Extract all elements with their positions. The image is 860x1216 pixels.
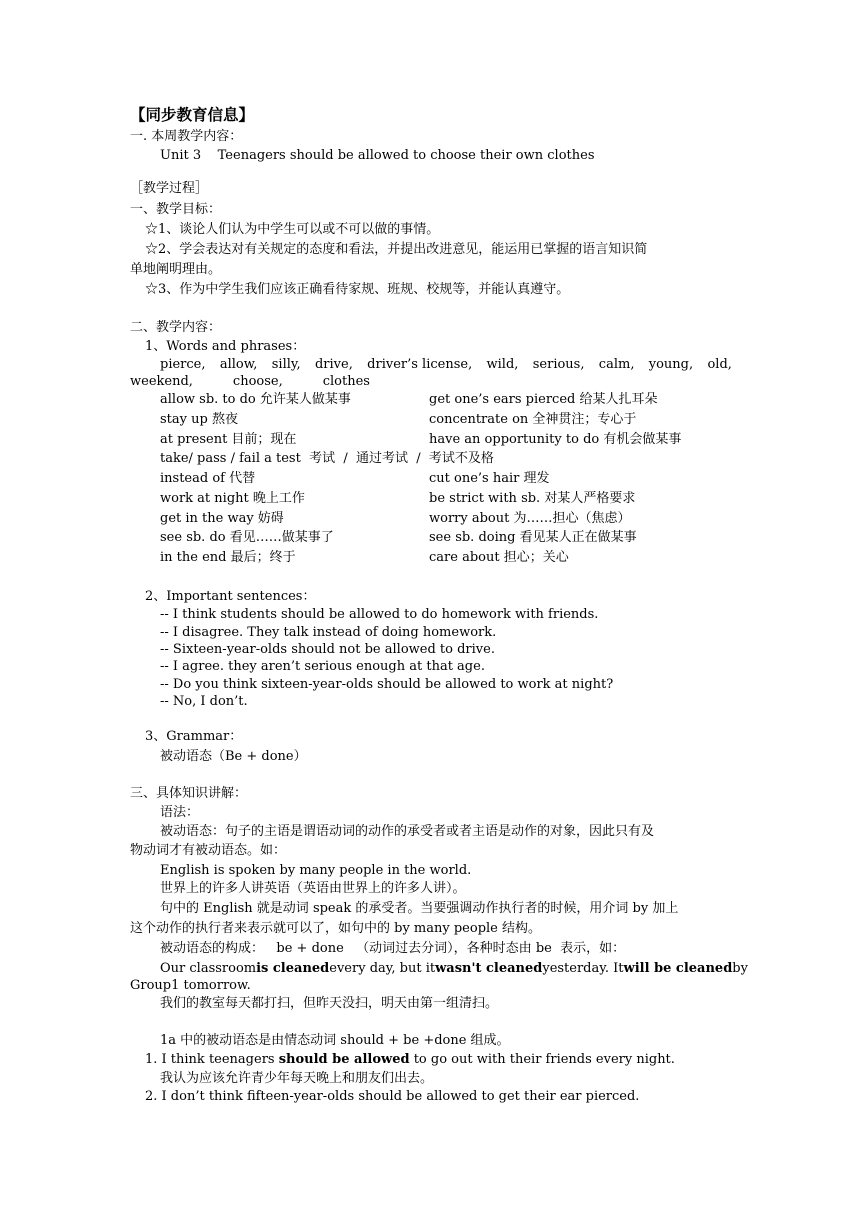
phrase-left: instead of 代替 bbox=[160, 471, 256, 486]
word: choose, bbox=[232, 374, 283, 389]
word: drive, bbox=[314, 357, 353, 372]
goal-item: ☆3、作为中学生我们应该正确看待家规、班规、校规等，并能认真遵守。 bbox=[145, 282, 570, 297]
form-line: 被动语态的构成： be + done （动词过去分词），各种时态由 be 表示，如： bbox=[160, 941, 626, 956]
emphasis: should be allowed bbox=[278, 1052, 410, 1067]
words-heading: 1、Words and phrases： bbox=[145, 339, 306, 354]
note-line: 这个动作的执行者来表示就可以了，如句中的 by many people 结构。 bbox=[130, 921, 542, 936]
phrase-right: see sb. doing 看见某人正在做某事 bbox=[429, 530, 637, 545]
phrase-left: allow sb. to do 允许某人做某事 bbox=[160, 392, 351, 407]
text-part: every day, but it bbox=[329, 961, 436, 976]
content-heading: 二、教学内容： bbox=[130, 320, 222, 335]
example-chinese: 我们的教室每天都打扫，但昨天没扫，明天由第一组清扫。 bbox=[160, 996, 499, 1011]
numbered-item: 2. I don’t think fifteen-year-olds should be allowed to get their ear pierced. bbox=[145, 1089, 640, 1104]
example-chinese: 世界上的许多人讲英语（英语由世界上的许多人讲）。 bbox=[160, 881, 466, 896]
word-list-line-1 bbox=[160, 358, 732, 371]
goals-heading: 一、教学目标： bbox=[130, 202, 222, 217]
grammar-item: 被动语态（Be + done） bbox=[160, 749, 307, 764]
word: weekend, bbox=[130, 374, 193, 389]
text-part: Our classroom bbox=[160, 961, 257, 976]
phrase-left: stay up 熬夜 bbox=[160, 412, 238, 427]
modal-note: 1a 中的被动语态是由情态动词 should + be +done 组成。 bbox=[160, 1033, 510, 1048]
word: young, bbox=[648, 357, 694, 372]
emphasis: is cleaned bbox=[256, 961, 330, 976]
word: serious, bbox=[532, 357, 585, 372]
phrase-right: cut one’s hair 理发 bbox=[429, 471, 550, 486]
phrase-right: care about 担心；关心 bbox=[429, 550, 569, 565]
word: allow, bbox=[219, 357, 258, 372]
word: pierce, bbox=[160, 357, 206, 372]
grammar-label: 语法： bbox=[160, 805, 200, 820]
phrase-left: see sb. do 看见……做某事了 bbox=[160, 530, 334, 545]
goal-item: ☆1、谈论人们认为中学生可以或不可以做的事情。 bbox=[145, 222, 440, 237]
phrase-right: worry about 为……担心（焦虑） bbox=[429, 511, 631, 526]
word: wild, bbox=[486, 357, 519, 372]
text-part: 1. I think teenagers bbox=[145, 1052, 279, 1067]
unit-line: Unit 3 Teenagers should be allowed to choose their own clothes bbox=[160, 148, 595, 163]
word: clothes bbox=[322, 374, 370, 389]
word: driver’s license, bbox=[367, 357, 473, 372]
goal-item: ☆2、学会表达对有关规定的态度和看法，并提出改进意见，能运用已掌握的语言知识简 bbox=[145, 242, 648, 257]
goal-item-continued: 单地阐明理由。 bbox=[130, 262, 222, 277]
phrase-left: take/ pass / fail a test 考试 / 通过考试 / 考试不及格 bbox=[160, 451, 494, 466]
phrase-right: get one’s ears pierced 给某人扎耳朵 bbox=[429, 392, 658, 407]
grammar-heading: 3、Grammar： bbox=[145, 729, 243, 744]
sentences-heading: 2、Important sentences： bbox=[145, 589, 316, 604]
sentence-item: -- I agree. they aren’t serious enough at that age. bbox=[160, 659, 485, 674]
numbered-item bbox=[145, 1053, 675, 1066]
text-part: yesterday. It bbox=[542, 961, 624, 976]
example-sentence bbox=[160, 961, 748, 976]
example-english: English is spoken by many people in the world. bbox=[160, 863, 472, 878]
text-part: by bbox=[732, 961, 748, 976]
phrase-left: in the end 最后；终于 bbox=[160, 550, 296, 565]
emphasis: wasn't cleaned bbox=[435, 961, 543, 976]
process-heading: ［教学过程］ bbox=[130, 181, 209, 196]
phrase-right: concentrate on 全神贯注；专心于 bbox=[429, 412, 637, 427]
word-list-line-2 bbox=[130, 375, 370, 388]
note-line: 句中的 English 就是动词 speak 的承受者。当要强调动作执行者的时候，用介词 by 加上 bbox=[160, 901, 679, 916]
sentence-item: -- No, I don’t. bbox=[160, 694, 248, 709]
sentence-item: -- Sixteen-year-olds should not be allowed to drive. bbox=[160, 642, 495, 657]
phrase-right: be strict with sb. 对某人严格要求 bbox=[429, 491, 636, 506]
emphasis: will be cleaned bbox=[623, 961, 733, 976]
sentence-item: -- I think students should be allowed to do homework with friends. bbox=[160, 607, 599, 622]
numbered-item-translation: 我认为应该允许青少年每天晚上和朋友们出去。 bbox=[160, 1071, 434, 1086]
phrase-right: have an opportunity to do 有机会做某事 bbox=[429, 432, 682, 447]
word: silly, bbox=[271, 357, 301, 372]
phrase-left: get in the way 妨碍 bbox=[160, 511, 284, 526]
text-part: to go out with their friends every night. bbox=[409, 1052, 675, 1067]
sentence-item: -- I disagree. They talk instead of doing homework. bbox=[160, 625, 497, 640]
week-content-heading: 一. 本周教学内容： bbox=[130, 129, 243, 144]
phrase-left: at present 目前；现在 bbox=[160, 432, 297, 447]
phrase-left: work at night 晚上工作 bbox=[160, 491, 305, 506]
sentence-item: -- Do you think sixteen-year-olds should be allowed to work at night? bbox=[160, 677, 614, 692]
explain-heading: 三、具体知识讲解： bbox=[130, 786, 248, 801]
page-title: 【同步教育信息】 bbox=[130, 105, 255, 124]
word: old, bbox=[707, 357, 732, 372]
example-sentence-continued: Group1 tomorrow. bbox=[130, 978, 251, 993]
definition-line: 被动语态：句子的主语是谓语动词的动作的承受者或者主语是动作的对象，因此只有及 bbox=[160, 824, 655, 839]
definition-line: 物动词才有被动语态。如： bbox=[130, 843, 287, 858]
word: calm, bbox=[598, 357, 635, 372]
